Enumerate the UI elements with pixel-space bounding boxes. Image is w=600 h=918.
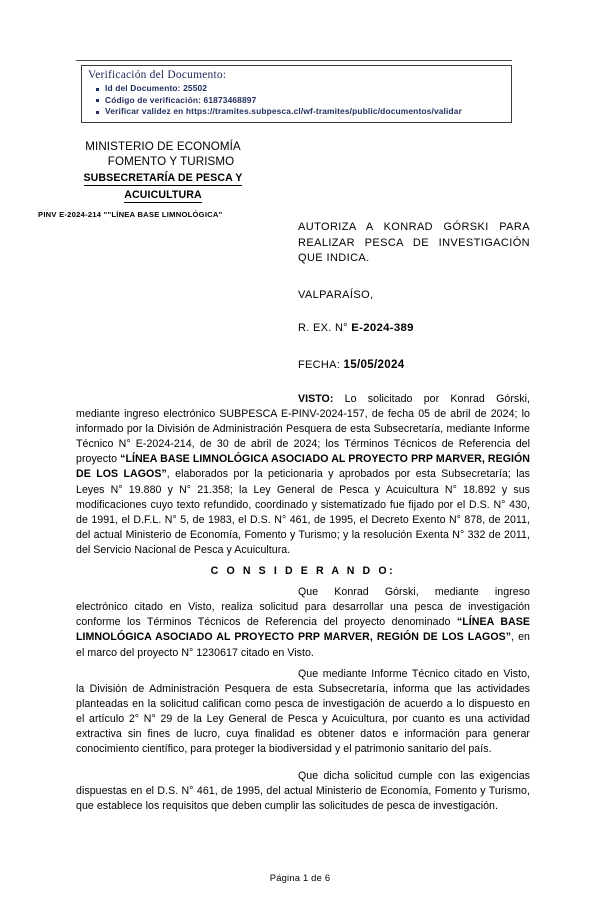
cons1-project-name: “LÍNEA BASE LIMNOLÓGICA ASOCIADO AL PROYECTO PRP MARVER, REGIÓN DE LOS LAGOS”: [76, 616, 530, 644]
resolution-subject-line-2: REALIZAR PESCA DE INVESTIGACIÓN: [298, 236, 530, 249]
page-footer: [0, 872, 600, 883]
resolution-number-value: E-2024-389: [351, 321, 414, 334]
resolution-header: [298, 220, 530, 371]
resolution-date-value: 15/05/2024: [343, 357, 405, 371]
resolution-date: [298, 358, 530, 371]
document-body: [76, 392, 530, 814]
subsecretaria-line-1: [34, 171, 292, 186]
paragraph-considerando-3: [76, 769, 530, 814]
resolution-subject: [298, 220, 530, 267]
verification-list: [88, 83, 511, 118]
page-number-label: Página 1 de 6: [269, 872, 331, 883]
considerando-heading: C O N S I D E R A N D O:: [210, 565, 396, 578]
resolution-subject-line-3: QUE INDICA.: [298, 252, 370, 264]
verification-box: [81, 65, 512, 123]
verification-top-rule: [76, 60, 512, 61]
verification-item-url: Verificar validez en https://tramites.subpesca.cl/wf-tramites/public/documentos/validar: [105, 106, 511, 118]
visto-project-name: “LÍNEA BASE LIMNOLÓGICA ASOCIADO AL PROYECTO PRP MARVER, REGIÓN DE LOS LAGOS”: [76, 453, 531, 481]
visto-text-part-1: Lo solicitado por Konrad Górski, mediante ingreso electrónico SUBPESCA E-PINV-2024-157, de fecha 05 de abril de 2024; lo informado por la División de Administración Pesquera de esta Subsecretaría, mediante Informe Técnico N° E-2024-214, de 30 de abril de 2024; los Términos Técnicos de Referencia del proyecto: [76, 393, 530, 466]
verification-item-code: Código de verificación: 61873468897: [105, 95, 511, 107]
paragraph-visto: [76, 392, 530, 558]
subsecretaria-line-2-text: ACUICULTURA: [124, 189, 202, 201]
pinv-reference: PINV E-2024-214 ""LÍNEA BASE LIMNOLÓGICA": [38, 210, 223, 219]
ministry-line-1: MINISTERIO DE ECONOMÍA: [85, 140, 241, 153]
cons1-text-part-1: Que Konrad Górski, mediante ingreso electrónico citado en Visto, realiza solicitud para desarrollar una pesca de investigación conforme los Términos Técnicos de Referencia del proyecto denominado: [76, 586, 530, 629]
cons3-text: Que dicha solicitud cumple con las exigencias dispuestas en el D.S. N° 461, de 1995, del actual Ministerio de Economía, Fomento y Turismo, que establece los requisitos que deben cumplir las solicitudes de pesca de investigación.: [76, 770, 530, 813]
resolution-subject-line-1: AUTORIZA A KONRAD GÓRSKI PARA: [298, 221, 530, 233]
resolution-date-label: FECHA:: [298, 358, 341, 371]
cons3-indent: [76, 770, 298, 782]
visto-label: VISTO:: [298, 393, 334, 405]
paragraph-considerando-1: [76, 585, 530, 660]
verification-title: Verificación del Documento:: [88, 69, 227, 81]
visto-text-part-2: , elaborados por la peticionaria y aprobados por esta Subsecretaría; las Leyes N° 19.880 y N° 21.358; la Ley General de Pesca y Acuicultura N° 18.892 y sus modificaciones cuyo texto refundido, coordinado y sistematizado fue fijado por el D.S. N° 430, de 1991, el D.F.L. N° 5, de 1983, el D.S. N° 461, de 1995, el Decreto Exento N° 878, de 2011, del actual Ministerio de Economía, Fomento y Turismo; y la resolución Exenta N° 332 de 2011, del Servicio Nacional de Pesca y Acuicultura.: [76, 468, 530, 556]
subsecretaria-line-2: [34, 188, 292, 203]
cons2-indent: [76, 668, 298, 680]
paragraph-considerando-2: [76, 667, 530, 758]
verification-item-document-id: Id del Documento: 25502: [105, 83, 511, 95]
resolution-number-label: R. EX. N°: [298, 321, 348, 334]
cons2-text: Que mediante Informe Técnico citado en Visto, la División de Administración Pesquera de esta Subsecretaría, informa que las actividades planteadas en la solicitud califican como pesca de investigación de acuerdo a lo dispuesto en el artículo 2° N° 29 de la Ley General de Pesca y Acuicultura, por cuanto es una actividad extractiva sin fines de lucro, cuya finalidad es obtener datos e información para generar conocimiento científico, para proteger la biodiversidad y el patrimonio sanitario del país.: [76, 667, 530, 756]
resolution-number: [298, 322, 530, 334]
visto-indent: [76, 393, 298, 405]
ministry-line-2: FOMENTO Y TURISMO: [107, 154, 235, 168]
resolution-place: VALPARAÍSO,: [298, 288, 374, 301]
letterhead: [34, 140, 292, 219]
cons1-text-part-2: , en el marco del proyecto N° 1230617 citado en Visto.: [76, 631, 530, 659]
cons1-indent: [76, 586, 298, 598]
subsecretaria-line-1-text: SUBSECRETARÍA DE PESCA Y: [83, 172, 243, 184]
